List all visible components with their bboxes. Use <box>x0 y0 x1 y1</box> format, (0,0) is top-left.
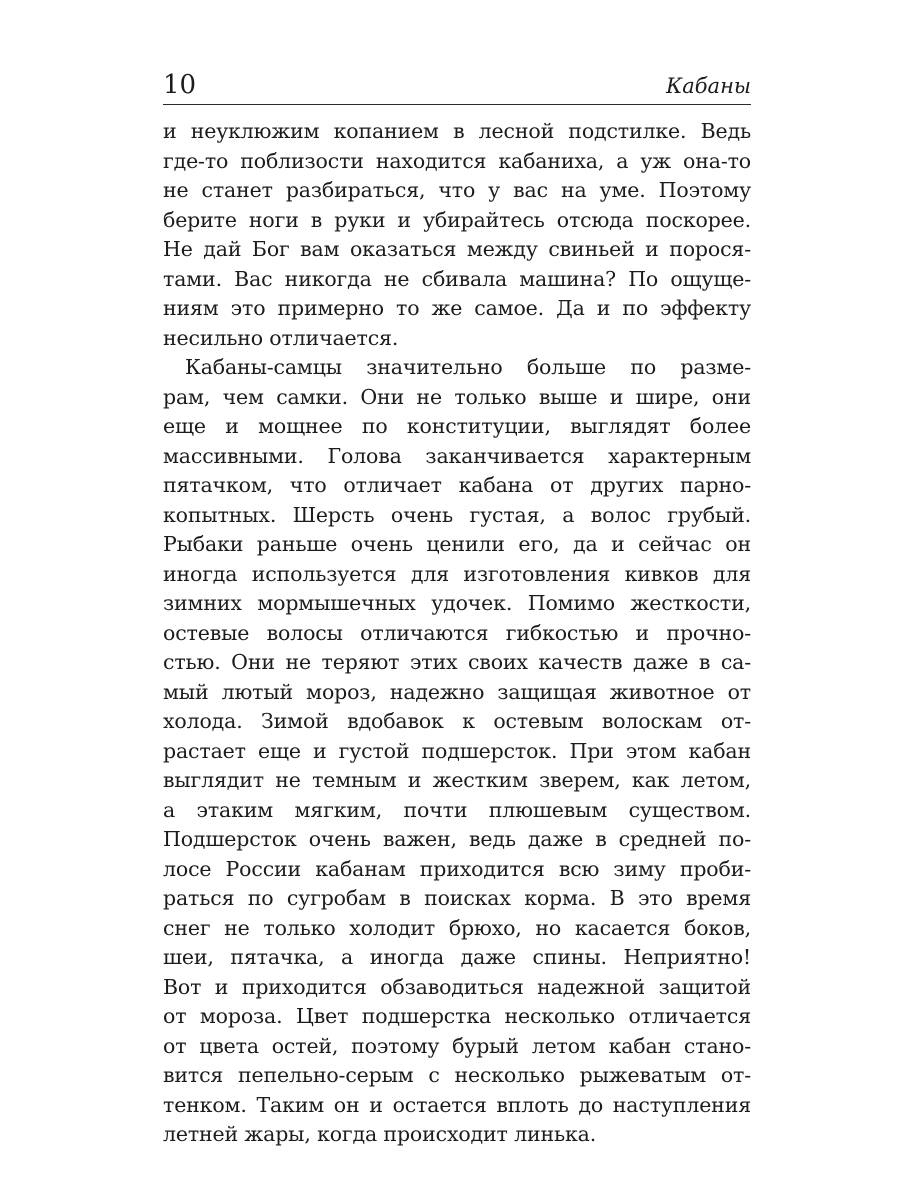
text-line: остевые волосы отличаются гибкостью и прочно- <box>163 620 751 645</box>
text-line: массивными. Голова заканчивается характерным <box>163 443 751 468</box>
text-line: и неуклюжим копанием в лесной подстилке. Ведь <box>163 119 751 143</box>
text-line: иногда используется для изготовления кивков для <box>163 561 751 586</box>
text-line: не станет разбираться, что у вас на уме. Поэтому <box>163 178 751 202</box>
text-line: Вот и приходится обзаводиться надежной защитой <box>163 974 751 999</box>
text-line: пятачком, что отличает кабана от других парно- <box>163 473 751 497</box>
text-line: берите ноги в руки и убирайтесь отсюда поскорее. <box>163 207 751 232</box>
text-line: холода. Зимой вдобавок к остевым волоскам от- <box>163 709 751 733</box>
text-line: снег не только холодит брюхо, но касается боков, <box>163 915 751 940</box>
text-line: Не дай Бог вам оказаться между свиньей и порося- <box>163 237 751 261</box>
text-line: Рыбаки раньше очень ценили его, да и сейчас он <box>163 532 751 556</box>
body-text <box>163 117 751 1150</box>
text-line: тами. Вас никогда не сбивала машина? По ощуще- <box>163 266 751 291</box>
running-title: Кабаны <box>665 74 751 98</box>
text-line: где-то поблизости находится кабаниха, а уж она-то <box>163 148 751 173</box>
text-line: раться по сугробам в поисках корма. В это время <box>163 886 751 910</box>
text-line: от мороза. Цвет подшерстка несколько отличается <box>163 1004 751 1028</box>
text-line: шеи, пятачка, а иногда даже спины. Неприятно! <box>163 945 751 969</box>
header-rule <box>163 104 751 105</box>
paragraph-end-line: несильно отличается. <box>163 325 399 350</box>
text-line: рам, чем самки. Они не только выше и шире, они <box>163 384 751 409</box>
text-line: копытных. Шерсть очень густая, а волос грубый. <box>163 502 751 527</box>
text-line: зимних мормышечных удочек. Помимо жесткости, <box>163 591 751 615</box>
text-line: тенком. Таким он и остается вплоть до наступления <box>163 1092 751 1117</box>
text-line: а этаким мягким, почти плюшевым существом. <box>163 797 751 822</box>
text-line: Подшерсток очень важен, ведь даже в средней по- <box>163 827 751 851</box>
text-line: ниям это примерно то же самое. Да и по эффекту <box>163 296 751 320</box>
paragraph-start-line: Кабаны-самцы значительно больше по разме- <box>185 355 751 379</box>
text-line: вится пепельно-серым с несколько рыжеватым от- <box>163 1063 751 1087</box>
text-line: растает еще и густой подшерсток. При этом кабан <box>163 738 751 763</box>
text-line: лосе России кабанам приходится всю зиму проби- <box>163 856 751 881</box>
text-line: от цвета остей, поэтому бурый летом кабан стано- <box>163 1033 751 1058</box>
text-line: еще и мощнее по конституции, выглядят более <box>163 414 751 438</box>
text-line: стью. Они не теряют этих своих качеств даже в са- <box>163 650 751 674</box>
paragraph-end-line: летней жары, когда происходит линька. <box>163 1122 597 1146</box>
page-number: 10 <box>163 70 197 100</box>
text-line: мый лютый мороз, надежно защищая животное от <box>163 679 751 704</box>
text-line: выглядит не темным и жестким зверем, как летом, <box>163 768 751 792</box>
page-header <box>163 70 751 104</box>
